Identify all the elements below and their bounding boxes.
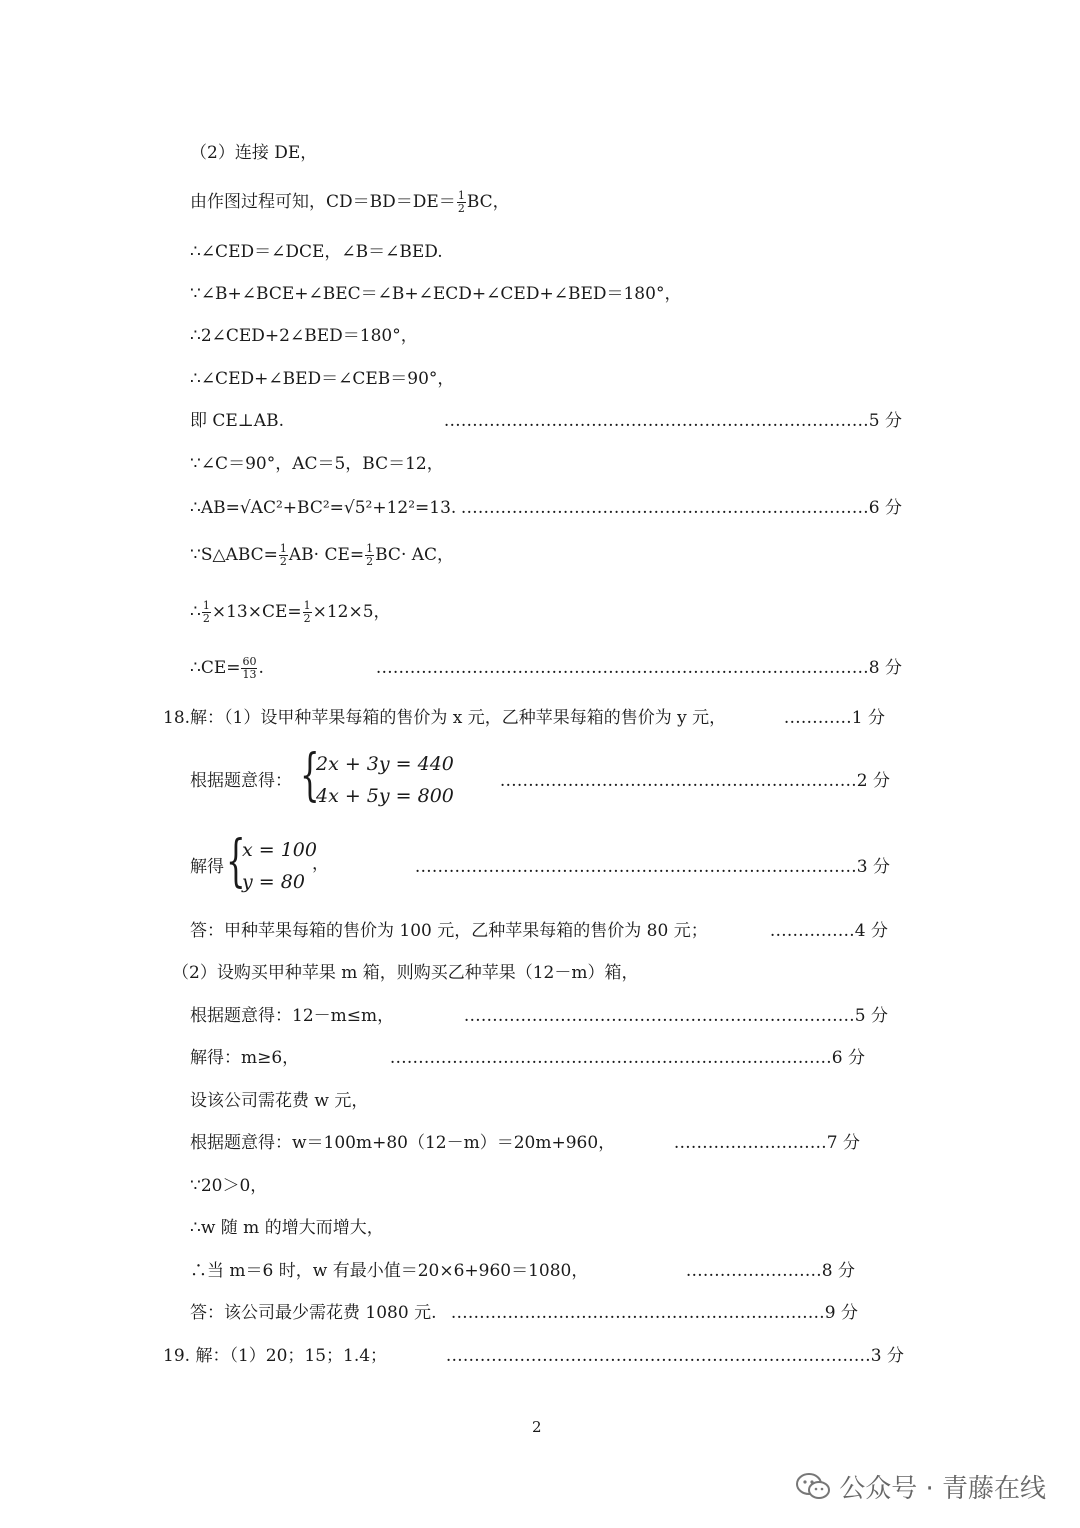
fraction [365,543,374,568]
text-segment: ×13×CE= [211,602,302,622]
text-line: 答：甲种苹果每箱的售价为 100 元，乙种苹果每箱的售价为 80 元； [190,921,708,941]
text-segment: AB· CE= [288,545,365,565]
text-line [190,656,264,681]
score-dots: ……………4 分 [769,921,888,941]
equation: 2x + 3y = 440 [316,753,454,775]
text-line [190,600,391,625]
text-line: 答：该公司最少需花费 1080 元. [190,1303,437,1323]
numerator: 1 [366,542,374,555]
brace: { [226,829,246,894]
text-line: （2）连接 DE， [190,143,318,163]
text-line: ∴2∠CED+2∠BED＝180°， [190,326,418,346]
question-heading: 18.解：（1）设甲种苹果每箱的售价为 x 元，乙种苹果每箱的售价为 y 元， [163,708,727,728]
page-number: 2 [532,1418,542,1436]
numerator: 1 [202,599,210,612]
score-dots: …………………………………………………………………5 分 [443,411,902,431]
score-dots: ………………………………………………………2 分 [499,771,890,791]
numerator: 1 [457,189,465,202]
text-line: ∴当 m＝6 时，w 有最小值＝20×6+960＝1080， [190,1261,589,1281]
fraction [457,190,466,215]
text-line: 根据题意得：w＝100m+80（12－m）＝20m+960， [190,1133,616,1153]
equation: 4x + 5y = 800 [316,785,454,807]
score-dots: ……………………………………………………………………………8 分 [375,658,902,678]
wechat-icon [795,1472,831,1502]
text-line: 根据题意得：12－m≤m， [190,1006,395,1026]
text-line: ∵20＞0， [190,1176,268,1196]
text-line: 即 CE⊥AB. [190,411,284,431]
denominator: 13 [242,668,257,681]
denominator: 2 [457,202,465,215]
text-line: ∵∠C＝90°，AC＝5，BC＝12， [190,454,444,474]
denominator: 2 [303,612,311,625]
score-dots: ……………………………………………………………………3 分 [414,857,890,877]
text-line: （2）设购买甲种苹果 m 箱，则购买乙种苹果（12－m）箱， [172,963,639,983]
text-segment: ×12×5， [312,602,391,622]
score-dots: ………………………………………………………………6 分 [460,498,902,518]
denominator: 2 [366,555,374,568]
text-segment: ， [312,854,329,874]
fraction [279,543,288,568]
text-line: ∵∠B+∠BCE+∠BEC＝∠B+∠ECD+∠CED+∠BED＝180°， [190,284,682,304]
numerator: 1 [279,542,287,555]
denominator: 2 [279,555,287,568]
text-line: ∴AB=√AC²+BC²=√5²+12²=13. [190,498,457,518]
score-dots: ……………………………………………………………5 分 [463,1006,888,1026]
text-segment: BC· AC， [375,545,455,565]
question-heading: 19. 解：（1）20；15；1.4； [163,1346,388,1366]
fraction [303,600,312,625]
score-dots: …………1 分 [783,708,885,728]
equation: y = 80 [242,871,305,893]
text-segment: 由作图过程可知，CD＝BD＝DE＝ [190,192,456,212]
text-line: ∴∠CED+∠BED＝∠CEB＝90°， [190,369,455,389]
text-line [190,190,510,215]
equation: x = 100 [242,839,317,861]
text-line: ∴∠CED＝∠DCE，∠B＝∠BED. [190,242,443,262]
text-segment: ∴CE= [190,658,241,678]
score-dots: …………………………………………………………9 分 [450,1303,858,1323]
score-dots: …………………………………………………………………3 分 [445,1346,904,1366]
text-segment: ∵S△ABC= [190,545,278,565]
score-dots: ……………………8 分 [685,1261,855,1281]
text-segment: . [258,658,264,678]
fraction [241,656,257,681]
denominator: 2 [202,612,210,625]
watermark [795,1468,1046,1505]
text-line: 解得 [190,857,224,877]
text-line [190,543,454,568]
text-line: 设该公司需花费 w 元， [190,1091,369,1111]
score-dots: ………………………7 分 [673,1133,860,1153]
text-segment: BC， [466,192,510,212]
watermark-text: 公众号 · 青藤在线 [839,1474,1046,1504]
text-segment: ∴ [190,602,201,622]
fraction [202,600,211,625]
text-line: 解得：m≥6， [190,1048,300,1068]
score-dots: ……………………………………………………………………6 分 [389,1048,865,1068]
numerator: 60 [242,655,257,668]
text-line: ∴w 随 m 的增大而增大， [190,1218,384,1238]
numerator: 1 [303,599,311,612]
brace: { [300,743,320,808]
text-line: 根据题意得： [190,771,292,791]
